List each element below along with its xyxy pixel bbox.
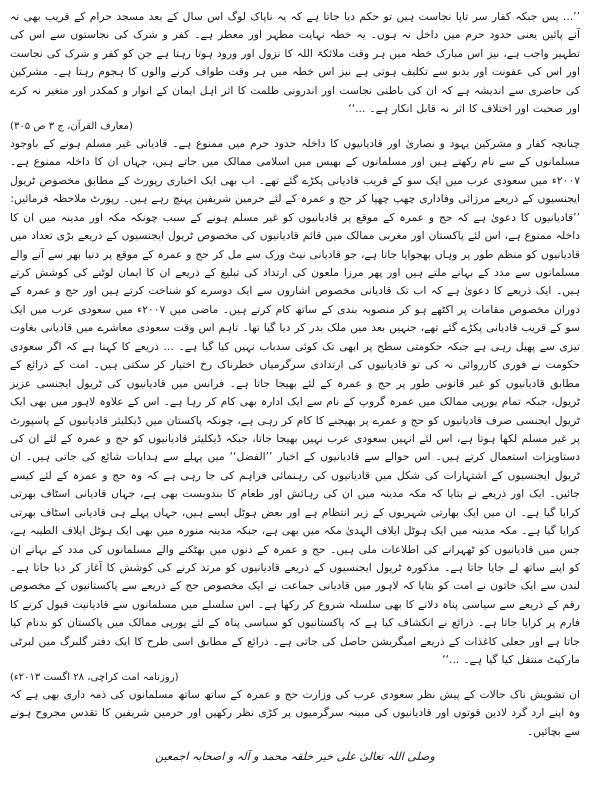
quote-paragraph-1: ’’... پس جبکہ کفار سر تاپا نجاست ہیں تو حکم دیا جاتا ہے کہ یہ ناپاک لوگ اس سال کے بعد مسجد حرام کے قریب بھی نہ آنے پائیں یعنی حدود حرم میں داخل نہ ہوں۔ یہ خطہ نہایت مطہر اور معطر ہے۔ کفر و شرک کی نجاستوں سے اس کی تطہیر واجب ہے، نیز اس مبارک خطہ میں ہر وقت ملائکۃ اللہ کا نزول اور ورود ہوتا رہتا ہے جن کو کفر و شرک کی نجاست اور اس کی عفونت اور بدبو سے تکلیف ہوتی ہے نیز اس خطہ میں ہر وقت طواف کرنے والوں کا ہجوم رہتا ہے۔ مشرکین کی حاضری سے اندیشہ ہے کہ ان کی باطنی نجاست اور اندرونی ظلمت کا اثر اہل ایمان کے انوار و کمکدر اور متغیر نہ کرے اور صحبت اور اختلاف کا اثر نہ قابل انکار ہے۔ ...‘‘: [10, 10, 580, 116]
citation-1: [10, 119, 580, 135]
closing-signature: وصلی اللہ تعالیٰ علی خیر خلقہ محمد و آلہ و اصحابہ اجمعین: [155, 750, 435, 764]
citation-2-text: (روزنامہ امت کراچی، ۲۸ اگست ۲۰۱۳ء): [10, 671, 179, 683]
citation-2: [10, 670, 580, 686]
body-paragraph-4: ان تشویش ناک حالات کے پیش نظر سعودی عرب کی وزارت حج و عمرہ کے ساتھ ساتھ مسلمانوں کی ذمہ داری بھی ہے کہ وہ اپنے ارد گرد لادین قوتوں اور قادیانیوں کی مبینہ سرگرمیوں پر کڑی نظر رکھیں اور حرمین شریفین کا تقدس مجروح ہونے سے بچائیں۔: [10, 687, 580, 738]
body-paragraph-2: چنانچہ کفار و مشرکین یہود و نصاریٰ اور قادیانیوں کا داخلہ حدود حرم میں ممنوع ہے۔ قادیانی غیر مسلم ہونے کے باوجود مسلمانوں کے سے نام رکھتے ہیں اور مسلمانوں کے بھیس میں اسلامی ممالک میں جاتے ہیں، جہاں ان کا داخلہ ممنوع ہے۔ ۲۰۰۷ء میں سعودی عرب میں ایک سو کے قریب قادیانی پکڑے گئے تھے۔ اب بھی ایک اخباری رپورٹ کے مطابق مخصوص ٹریول ایجنسیوں کے ذریعے مرزائی وفاداری چھپ چھپا کر حج و عمرہ کے لئے حرمین شریفین پہنچ رہے ہیں۔ رپورٹ ملاحظہ فرمائیں:: [10, 136, 580, 206]
quote-paragraph-3: ’’قادیانیوں کا دعویٰ ہے کہ حج و عمرہ کے موقع پر قادیانیوں کو غیر مسلم ہونے کے سبب چونکہ مکہ اور مدینہ میں ان کا داخلہ ممنوع ہے، اس لئے پاکستان اور مغربی ممالک میں قائم قادیانیوں کی مخصوص ٹریول ایجنسیوں کے ذریعے بڑی تعداد میں قادیانیوں کو منظم طور پر وہاں بھجوایا جاتا ہے، جو قادیانی نیٹ ورک سے مل کر حج و عمرہ کے موقع پر دنیا بھر سے آنے والے مسلمانوں سے مدد کے بہانے ملتے ہیں اور پھر مرزا ملعون کی ارتداد کی تبلیغ کے ذریعے ان کا ایمان لوٹنے کی کوشش کرتے ہیں۔ ایک ذریعے کا دعویٰ ہے کہ اب تک قادیانی مخصوص اشاروں سے ایک دوسرے کو شناخت کرتے ہیں اور حج و عمرہ کے دوران مخصوص مقامات پر اکٹھے ہو کر منصوبہ بندی کے ساتھ کام کرتے ہیں۔ ماضی میں ۲۰۰۷ء میں سعودی عرب میں ایک سو کے قریب قادیانی پکڑے گئے تھے، جنہیں بعد میں ملک بدر کر دیا گیا تھا۔ تاہم اس وقت سعودی معاشرے میں قادیانی بغاوت تیزی سے پھیل رہی ہے جبکہ حکومتی سطح پر ابھی تک کوئی سدباب نہیں کیا گیا ہے۔ ... ذریعے کا کہنا ہے کہ اگر سعودی حکومت نے فوری کارروائی نہ کی تو قادیانیوں کی ارتدادی سرگرمیاں خطرناک رخ اختیار کر سکتی ہیں۔ امت کے ذرائع کے مطابق قادیانیوں کو غیر قانونی طور پر حج و عمرہ کے لئے بھیجا جاتا ہے۔ فرانس میں قادیانیوں کی ٹریول ایجنسی عزیز ٹریول، جبکہ تمام یورپی ممالک میں عمرہ گروپ کے نام سے ایک ادارہ بھی کام کر رہا ہے۔ اس کے علاوہ لاہور میں بھی ایک ٹریول ایجنسی صرف قادیانیوں کو حج و عمرے پر بھیجنے کا کام کر رہی ہے، چونکہ پاکستان میں ڈیکلیئر قادیانیوں کے پاسپورٹ پر غیر مسلم لکھا ہوتا ہے، اس لئے انہیں سعودی عرب نہیں بھیجا جاتا، جبکہ ڈیکلیئر قادیانیوں کو حج و عمرہ کے لئے ان کی دستاویزات استعمال کرتے ہیں۔ اس حوالے سے قادیانیوں کے اخبار ’’الفضل‘‘ میں پہلے سے ہدایات شائع کی جاتی ہیں۔ ان ٹریول ایجنسیوں کے اشتہارات کی شکل میں قادیانیوں کی رہنمائی فراہم کی جا رہی ہے کہ وہ حج و عمرہ کے لئے کیسے جائیں۔ ایک اور ذریعے نے بتایا کہ مکہ مدینہ میں ان کی رہائش اور طعام کا بندوبست بھی ہے، جہاں قادیانی اسٹاف بھرتی کرایا گیا ہے۔ ان میں ایک بھارتی شہریوں کے زیر انتظام ہے اور بعض ہوٹل ایسے ہیں، جہاں پہلے ہی قادیانی اسٹاف بھرتی کرایا گیا ہے۔ مکہ مدینہ میں ایک ہوٹل ایلاف الہدیٰ مکہ میں بھی ہے، جبکہ مدینہ منورہ میں بھی ایک ہوٹل ایلاف الطیبہ ہے، جس میں قادیانیوں کو ٹھہرانے کی اطلاعات ملی ہیں۔ حج و عمرہ کے دنوں میں بھٹکنے والے مسلمانوں کی مدد کے بہانے ان کو اپنے ساتھ لے جایا جاتا ہے۔ مذکورہ ٹریول ایجنسیوں کے ذریعے قادیانیوں کو مرتد کرنے کی کوشش کا آغاز کر دیا جاتا ہے۔ لندن سے ایک خاتون نے امت کو بتایا کہ لاہور میں قادیانی جماعت نے ایک مخصوص حج کے ذریعے سے پاکستانیوں کے مخصوص رقم کے ذریعے سے سیاسی پناہ دلانے کا بھی سلسلہ شروع کر رکھا ہے۔ اس سلسلے میں مسلمانوں سے قادیانیت قبول کرنے کا فارم پر کرایا جاتا ہے۔ ذرائع نے انکشاف کیا ہے کہ پاکستانیوں کو سیاسی پناہ کے لئے یورپی ممالک میں پاکستان کو بدنام کیا جاتا ہے اور جعلی کاغذات کے ذریعے امیگریشن حاصل کی جاتی ہے۔ ذرائع کے مطابق اسی طرح کا ایک دفتر گلبرگ میں لبرٹی مارکیٹ منتقل کیا گیا ہے۔ ...‘‘: [10, 210, 581, 667]
citation-1-text: (معارف القرآن، ج ۳ ص ۳۰۵): [10, 120, 133, 132]
